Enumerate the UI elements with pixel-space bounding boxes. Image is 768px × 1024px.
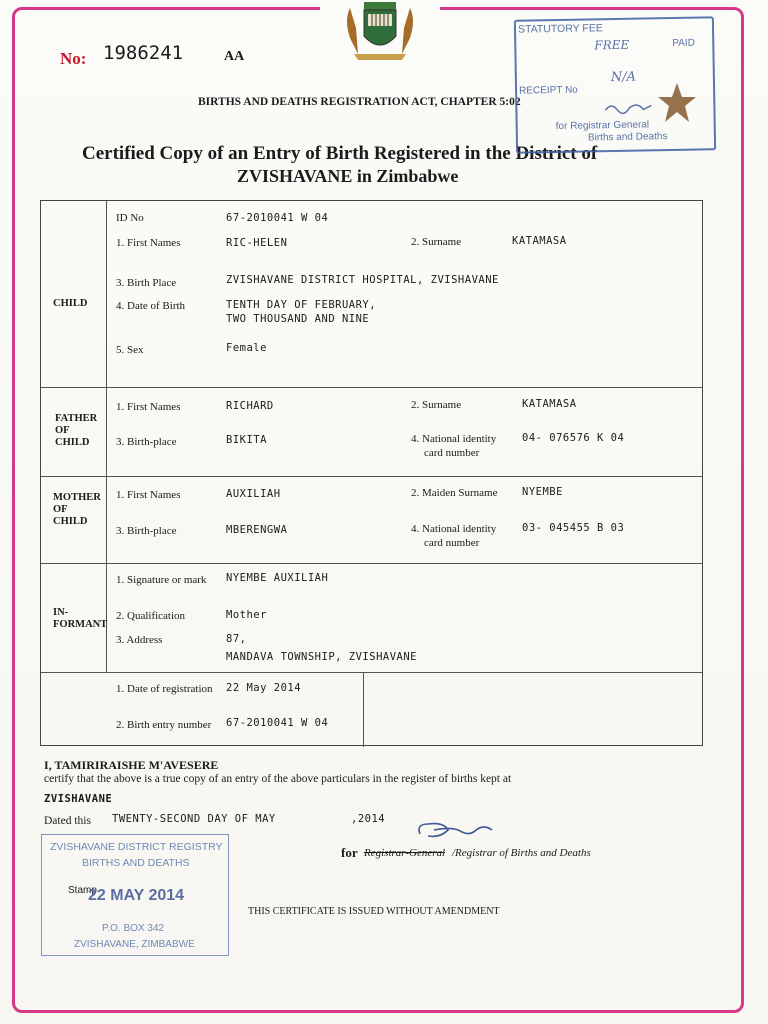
section-mother-line1: MOTHER <box>53 492 101 503</box>
certification-statement: certify that the above is a true copy of an entry of the above particulars in the register of births kept at <box>44 773 512 785</box>
registrar-signature-icon <box>414 818 498 844</box>
informant-address-line1: 87, <box>226 633 247 645</box>
mother-nid: 03- 045455 B 03 <box>522 522 625 534</box>
child-dob-label: 4. Date of Birth <box>116 300 186 312</box>
section-father-line2: OF <box>55 425 70 436</box>
father-surname-label: 2. Surname <box>411 399 462 411</box>
district-registry-stamp <box>41 834 229 956</box>
father-birth-place-label: 3. Birth-place <box>116 436 177 448</box>
child-dob-line1: TENTH DAY OF FEBRUARY, <box>226 299 377 311</box>
child-dob-line2: TWO THOUSAND AND NINE <box>226 313 370 325</box>
mother-nid-label-line2: card number <box>424 537 480 549</box>
informant-signature-label: 1. Signature or mark <box>116 574 207 586</box>
document-district: ZVISHAVANE in Zimbabwe <box>237 166 459 186</box>
certificate-number-label: No: <box>60 49 87 68</box>
father-nid-label-line1: 4. National identity <box>411 433 497 445</box>
mother-birth-place-label: 3. Birth-place <box>116 525 177 537</box>
statutory-fee-label: STATUTORY FEE <box>517 22 603 36</box>
signature-scribble-icon <box>603 99 653 116</box>
child-birth-place-label: 3. Birth Place <box>116 277 177 289</box>
registry-stamp-line2: BIRTHS AND DEATHS <box>82 857 190 869</box>
mother-maiden-label: 2. Maiden Surname <box>411 487 498 499</box>
informant-qualification: Mother <box>226 609 267 621</box>
child-id-value: 67-2010041 W 04 <box>226 212 329 224</box>
child-sex-label: 5. Sex <box>116 344 144 356</box>
mother-maiden: NYEMBE <box>522 486 563 498</box>
register-place: ZVISHAVANE <box>44 793 113 805</box>
informant-address-label: 3. Address <box>116 634 163 646</box>
child-first-names: RIC-HELEN <box>226 237 288 249</box>
section-mother-line2: OF <box>53 504 68 515</box>
section-mother-line3: CHILD <box>53 516 88 527</box>
registry-stamp-line1: ZVISHAVANE DISTRICT REGISTRY <box>50 841 223 853</box>
registration-date-label: 1. Date of registration <box>116 683 213 695</box>
receipt-no-value: N/A <box>610 69 637 86</box>
mother-first-names-label: 1. First Names <box>116 489 181 501</box>
coat-of-arms <box>320 0 440 66</box>
section-informant-line2: FORMANT <box>53 619 108 630</box>
certificate-number: 1986241 <box>103 42 184 64</box>
mother-nid-label-line1: 4. National identity <box>411 523 497 535</box>
child-surname-label: 2. Surname <box>411 236 462 248</box>
child-id-label: ID No <box>116 212 144 224</box>
child-surname: KATAMASA <box>512 235 567 247</box>
birth-entry-number: 67-2010041 W 04 <box>226 717 329 729</box>
receipt-no-label: RECEIPT No <box>518 84 578 97</box>
child-first-names-label: 1. First Names <box>116 237 181 249</box>
mother-first-names: AUXILIAH <box>226 488 281 500</box>
dated-year: ,2014 <box>351 813 386 825</box>
coat-of-arms-icon <box>336 0 424 62</box>
mother-birth-place: MBERENGWA <box>226 524 288 536</box>
child-sex: Female <box>226 342 267 354</box>
informant-qualification-label: 2. Qualification <box>116 610 186 622</box>
section-father-line3: CHILD <box>55 437 90 448</box>
registration-date: 22 May 2014 <box>226 682 302 694</box>
fee-paid-label: PAID <box>672 37 695 49</box>
informant-signature: NYEMBE AUXILIAH <box>226 572 329 584</box>
registrar-title: /Registrar of Births and Deaths <box>452 847 591 859</box>
dated-value: TWENTY-SECOND DAY OF MAY <box>112 813 276 825</box>
father-first-names: RICHARD <box>226 400 274 412</box>
certificate-number-suffix: AA <box>224 49 245 64</box>
births-deaths-label: Births and Deaths <box>587 131 668 144</box>
father-nid: 04- 076576 K 04 <box>522 432 625 444</box>
dated-label: Dated this <box>44 815 91 827</box>
section-child: CHILD <box>53 298 88 309</box>
for-label: for <box>341 845 358 860</box>
registry-stamp-place: ZVISHAVANE, ZIMBABWE <box>74 939 195 950</box>
informant-address-line2: MANDAVA TOWNSHIP, ZVISHAVANE <box>226 651 418 663</box>
registrar-name: I, TAMIRIRAISHE M'AVESERE <box>44 758 219 772</box>
father-nid-label-line2: card number <box>424 447 480 459</box>
star-icon <box>657 82 697 124</box>
birth-entry-label: 2. Birth entry number <box>116 719 212 731</box>
fee-free: FREE <box>594 37 630 53</box>
registry-stamp-label: Stamp <box>68 885 97 896</box>
for-registrar-label: for Registrar General <box>555 119 650 133</box>
child-birth-place: ZVISHAVANE DISTRICT HOSPITAL, ZVISHAVANE <box>226 274 499 286</box>
section-informant-line1: IN- <box>53 607 69 618</box>
father-first-names-label: 1. First Names <box>116 401 181 413</box>
document-title: Certified Copy of an Entry of Birth Registered in the District of <box>82 143 598 164</box>
amendment-notice: THIS CERTIFICATE IS ISSUED WITHOUT AMENDMENT <box>248 906 500 917</box>
registrar-general-struck: Registrar-General <box>364 847 446 859</box>
registry-stamp-box: P.O. BOX 342 <box>102 923 165 934</box>
act-reference: BIRTHS AND DEATHS REGISTRATION ACT, CHAPTER 5:02 <box>198 96 521 108</box>
section-father-line1: FATHER <box>55 413 98 424</box>
father-birth-place: BIKITA <box>226 434 267 446</box>
registry-stamp-date: 22 MAY 2014 <box>88 887 185 904</box>
father-surname: KATAMASA <box>522 398 577 410</box>
